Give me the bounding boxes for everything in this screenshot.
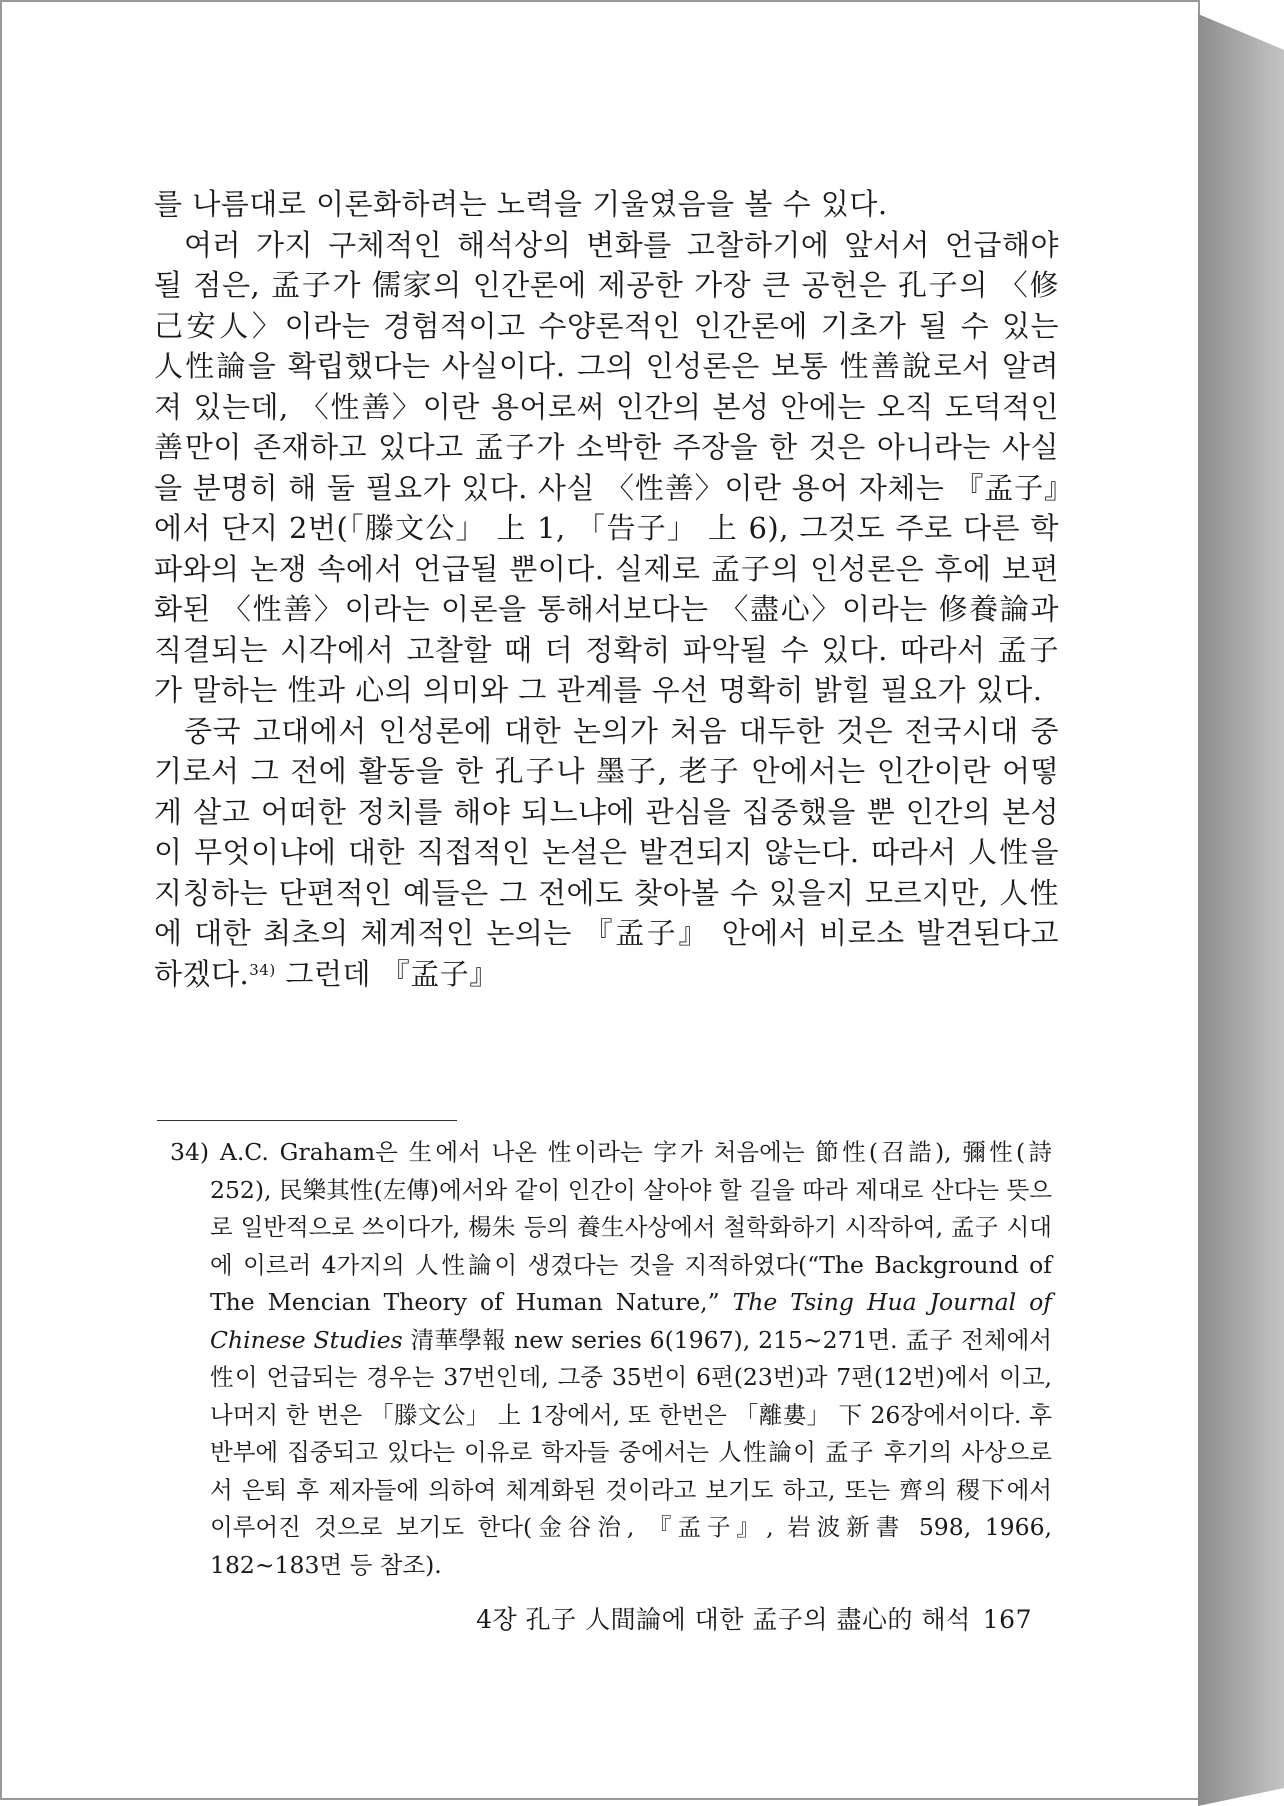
page-edge-shadow [1198,14,1284,1806]
footnote-text-b: 清華學報 new series 6(1967), 215~271면. 孟子 전체에서 性이 언급되는 경우는 37번인데, 그중 35번이 6편(23번)과 7편(12번)에서 이고, 나머지 한 번은 「滕文公」 上 1장에서, 또 한번은 「離婁」 下 26장에서이다. 후반부에 집중되고 있다는 이유로 학자들 중에서는 人性論이 孟子 후기의 사상으로서 은퇴 후 제자들에 의하여 체계화된 것이라고 보기도 하고, 또는 齊의 稷下에서 이루어진 것으로 보기도 한다(金谷治, 『孟子』, 岩波新書 598, 1966, 182~183면 등 참조). [210,1325,1052,1579]
page-number: 167 [982,1605,1032,1634]
footnote-marker: 34) [170,1138,210,1166]
paragraph-3 [154,711,1059,995]
footnote-reference[interactable]: 34) [249,960,276,979]
paragraph-1: 를 나름대로 이론화하려는 노력을 기울였음을 볼 수 있다. [154,187,888,221]
running-footer [462,1600,1032,1636]
chapter-title: 4장 孔子 人間論에 대한 孟子의 盡心的 해석 [476,1605,971,1634]
journal-title: The Tsing Hua Journal of Chinese Studies [210,1288,1052,1354]
paragraph-3-tail: 그런데 『孟子』 [275,956,499,991]
footnote-text [170,1134,1052,1584]
paragraph-2: 여러 가지 구체적인 해석상의 변화를 고찰하기에 앞서서 언급해야 될 점은, 孟子가 儒家의 인간론에 제공한 가장 큰 공헌은 孔子의 〈修己安人〉이라는 경험적이고 수양론적인 인간론에 기초가 될 수 있는 人性論을 확립했다는 사실이다. 그의 인성론은 보통 性善說로서 알려져 있는데, 〈性善〉이란 용어로써 인간의 본성 안에는 오직 도덕적인 善만이 존재하고 있다고 孟子가 소박한 주장을 한 것은 아니라는 사실을 분명히 해 둘 필요가 있다. 사실 〈性善〉이란 용어 자체는 『孟子』에서 단지 2번(「滕文公」 上 1, 「告子」 上 6), 그것도 주로 다른 학파와의 논쟁 속에서 언급될 뿐이다. 실제로 孟子의 인성론은 후에 보편화된 〈性善〉이라는 이론을 통해서보다는 〈盡心〉이라는 修養論과 직결되는 시각에서 고찰할 때 더 정확히 파악될 수 있다. 따라서 孟子가 말하는 性과 心의 의미와 그 관계를 우선 명확히 밝힐 필요가 있다. [154,227,1059,707]
main-text [154,184,1059,994]
footnote-text-a: A.C. Graham은 生에서 나온 性이라는 字가 처음에는 節性(召誥), 彌性(詩 252), 民樂其性(左傳)에서와 같이 인간이 살아야 할 길을 따라 제대로 산다는 뜻으로 일반적으로 쓰이다가, 楊朱 등의 養生사상에서 철학화하기 시작하여, 孟子 시대에 이르러 4가지의 人性論이 생겼다는 것을 지적하였다(“The Background of The Mencian Theory of Human Nature,” [209,1138,1052,1316]
paragraph-3-text: 중국 고대에서 인성론에 대한 논의가 처음 대두한 것은 전국시대 중기로서 그 전에 활동을 한 孔子나 墨子, 老子 안에서는 인간이란 어떻게 살고 어떠한 정치를 해야 되느냐에 관심을 집중했을 뿐 인간의 본성이 무엇이냐에 대한 직접적인 논설은 발견되지 않는다. 따라서 人性을 지칭하는 단편적인 예들은 그 전에도 찾아볼 수 있을지 모르지만, 人性에 대한 최초의 체계적인 논의는 『孟子』 안에서 비로소 발견된다고 하겠다. [154,713,1059,991]
footnote-34 [170,1134,1052,1584]
footnote-divider [157,1120,457,1121]
